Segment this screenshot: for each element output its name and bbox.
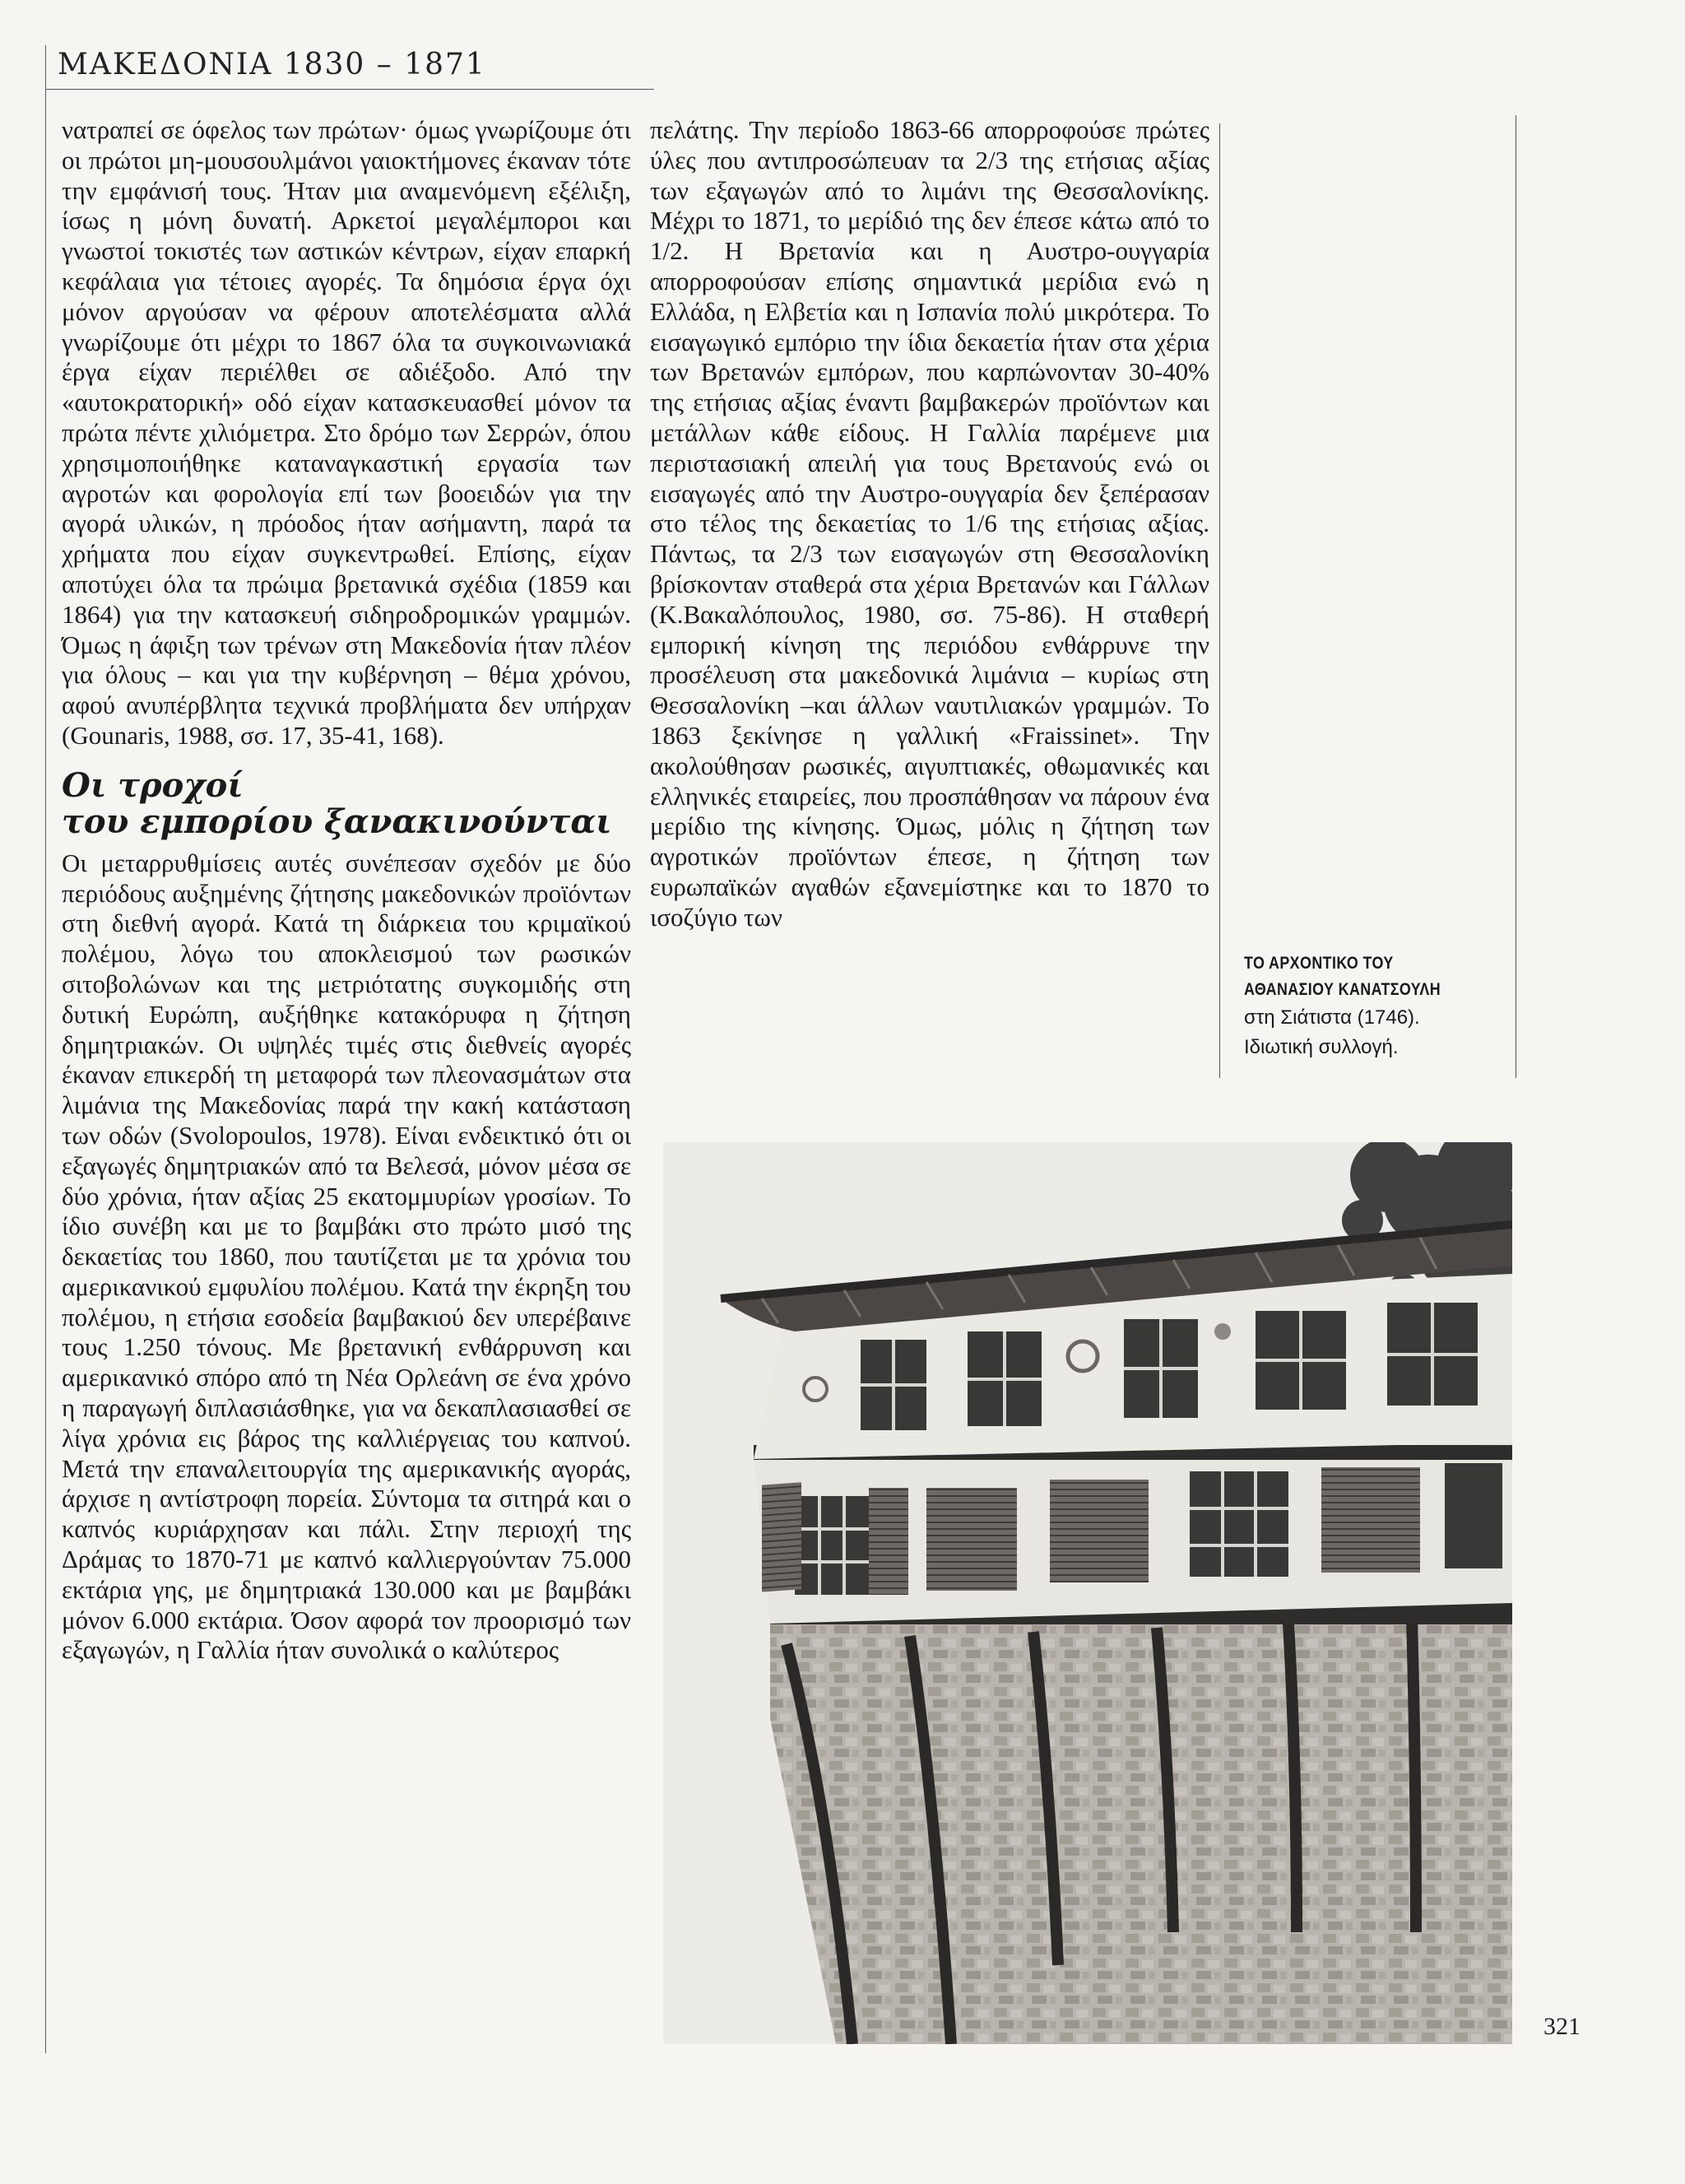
mansion-illustration	[663, 1142, 1512, 2044]
page-number: 321	[1543, 2013, 1581, 2040]
column-1-paragraph-2: Οι μεταρρυθμίσεις αυτές συνέπεσαν σχεδόν με δύο περιόδους αυξημένης ζήτησης μακεδονικών προϊόντων στη διεθνή αγορά. Κατά τη διάρκεια του κριμαϊκού πολέμου, λόγω του αποκλεισμού των ρωσικών σιτοβολώνων και της μετριότατης συγκομιδής στη δυτική Ευρώπη, αυξήθηκε κατακόρυφα η ζήτηση δημητριακών. Οι υψηλές τιμές στις διεθνείς αγορές έκαναν επικερδή τη μεταφορά των πλεονασμάτων στα λιμάνια της Μακεδονίας παρά την κακή κατάσταση των οδών (Svolopoulos, 1978). Είναι ενδεικτικό ότι οι εξαγωγές δημητριακών από τα Βελεσά, μόνον μέσα σε δύο χρόνια, ήταν αξίας 25 εκατομμυρίων γροσίων. Το ίδιο συνέβη και με το βαμβάκι στο πρώτο μισό της δεκαετίας του 1860, που ταυτίζεται με τα χρόνια του αμερικανικού εμφυλίου πολέμου. Κατά την έκρηξη του πολέμου, η ετήσια εσοδεία βαμβακιού δεν υπερέβαινε τους 1.250 τόνους. Με βρετανική ενθάρρυνση και αμερικανικό σπόρο από τη Νέα Ορλεάνη σε ένα χρόνο η παραγωγή διπλασιάσθηκε, για να δεκαπλασιασθεί σε λίγα χρόνια εις βάρος της καλλιέργειας του καπνού. Μετά την επαναλειτουργία της αμερικανικής αγοράς, άρχισε η αντίστροφη πορεία. Σύντομα τα σιτηρά και ο καπνός κυριάρχησαν και πάλι. Στην περιοχή της Δράμας το 1870-71 με καπνό καλλιεργούνταν 75.000 εκτάρια γης, με δημητριακά 130.000 και με βαμβάκι μόνον 6.000 εκτάρια. Όσον αφορά τον προορισμό των εξαγωγών, η Γαλλία ήταν συνολικά ο καλύτερος	[62, 848, 631, 1665]
running-header: ΜΑΚΕΔΟΝΙΑ 1830 – 1871	[58, 48, 486, 81]
section-subheading	[62, 765, 631, 841]
left-margin-rule	[45, 45, 46, 2053]
caption-text-line-1: στη Σιάτιστα (1746).	[1244, 1006, 1420, 1029]
caption-title-line-2: ΑΘΑΝΑΣΙΟΥ ΚΑΝΑΤΣΟΥΛΗ	[1244, 980, 1441, 999]
column-1	[62, 115, 631, 1666]
column-2-paragraph-1: πελάτης. Την περίοδο 1863-66 απορροφούσε πρώτες ύλες που αντιπροσώπευαν τα 2/3 της ετήσιας αξίας των εξαγωγών από το λιμάνι της Θεσσαλονίκης. Μέχρι το 1871, το μερίδιό της δεν έπεσε κάτω από το 1/2. Η Βρετανία και η Αυστρο-ουγγαρία απορροφούσαν επίσης σημαντικά μερίδια ενώ η Ελλάδα, η Ελβετία και η Ισπανία πολύ μικρότερα. Το εισαγωγικό εμπόριο την ίδια δεκαετία ήταν στα χέρια των Βρετανών εμπόρων, που καρπώνονταν 30-40% της ετήσιας αξίας έναντι βαμβακερών προϊόντων και μετάλλων κάθε είδους. Η Γαλλία παρέμενε μια περιστασιακή απειλή για τους Βρετανούς ενώ οι εισαγωγές από την Αυστρο-ουγγαρία δεν ξεπέρασαν στο τέλος της δεκαετίας το 1/6 της ετήσιας αξίας. Πάντως, τα 2/3 των εισαγωγών στη Θεσσαλονίκη βρίσκονταν σταθερά στα χέρια Βρετανών και Γάλλων (Κ.Βακαλόπουλος, 1980, σσ. 75-86). Η σταθερή εμπορική κίνηση της περιόδου ενθάρρυνε την προσέλευση στα μακεδονικά λιμάνια – κυρίως στη Θεσσαλονίκη –και άλλων ναυτιλιακών γραμμών. Το 1863 ξεκίνησε η γαλλική «Fraissinet». Την ακολούθησαν ρωσικές, αιγυπτιακές, οθωμανικές και ελληνικές εταιρείες, που προσπάθησαν να πάρουν ένα μερίδιο της κίνησης. Όμως, μόλις η ζήτηση των αγροτικών προϊόντων έπεσε, η ζήτηση των ευρωπαϊκών αγαθών εξανεμίστηκε και το 1870 το ισοζύγιο των	[650, 115, 1209, 932]
column-2	[650, 115, 1209, 933]
top-rule	[45, 89, 654, 90]
caption-text-line-2: Ιδιωτική συλλογή.	[1244, 1036, 1399, 1058]
photo-caption	[1244, 950, 1507, 1062]
column-1-paragraph-1: νατραπεί σε όφελος των πρώτων· όμως γνωρίζουμε ότι οι πρώτοι μη-μουσουλμάνοι γαιοκτήμονες έκαναν τότε την εμφάνισή τους. Ήταν μια αναμενόμενη εξέλιξη, ίσως η μόνη δυνατή. Αρκετοί μεγαλέμποροι και γνωστοί τοκιστές των αστικών κέντρων, είχαν επαρκή κεφάλαια για τέτοιες αγορές. Τα δημόσια έργα όχι μόνον αργούσαν να φέρουν αποτελέσματα αλλά γνωρίζουμε ότι μέχρι το 1867 όλα τα συγκοινωνιακά έργα είχαν περιέλθει σε αδιέξοδο. Από την «αυτοκρατορική» οδό είχαν κατασκευασθεί μόνον τα πρώτα πέντε χιλιόμετρα. Στο δρόμο των Σερρών, όπου χρησιμοποιήθηκε καταναγκαστική εργασία των αγροτών και φορολογία επί των βοοειδών για την αγορά υλικών, η πρόοδος ήταν ασήμαντη, παρά τα χρήματα που είχαν συγκεντρωθεί. Επίσης, είχαν αποτύχει όλα τα πρώιμα βρετανικά σχέδια (1859 και 1864) για την κατασκευή σιδηροδρομικών γραμμών. Όμως η άφιξη των τρένων στη Μακεδονία ήταν πλέον για όλους – και για την κυβέρνηση – θέμα χρόνου, αφού ανυπέρβλητα τεχνικά προβλήματα δεν υπήρχαν (Gounaris, 1988, σσ. 17, 35-41, 168).	[62, 115, 631, 750]
subheading-line-1: Οι τροχοί	[62, 765, 244, 805]
subheading-line-2: του εμπορίου ξανακινούνται	[62, 802, 612, 841]
column-rule	[1219, 123, 1220, 1078]
mansion-photo	[663, 1142, 1512, 2044]
caption-title-line-1: ΤΟ ΑΡΧΟΝΤΙΚΟ ΤΟΥ	[1244, 954, 1394, 973]
